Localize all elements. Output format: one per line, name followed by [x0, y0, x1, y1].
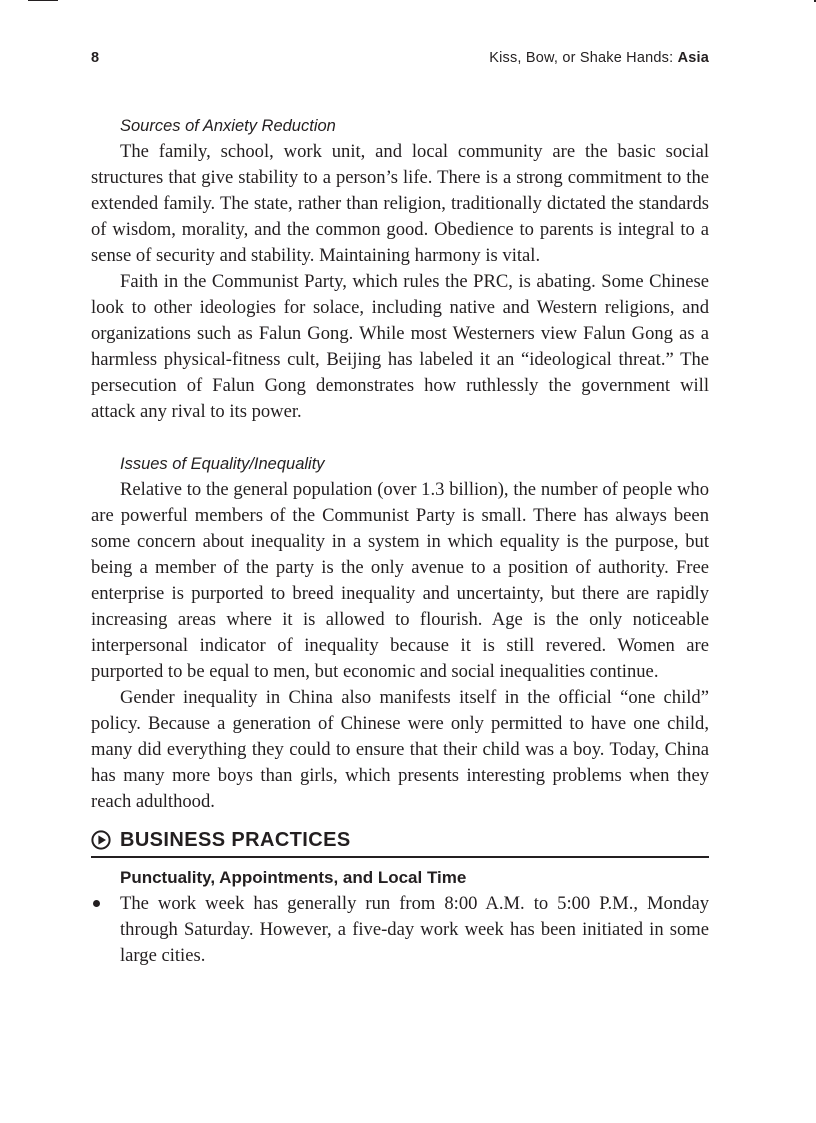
list-item: [91, 891, 709, 969]
book-title: [489, 50, 709, 66]
bullet-text: The work week has generally run from 8:00 A.M. to 5:00 P.M., Monday through Saturday. However, a five-day work week has been initiated in some large cities.: [120, 893, 709, 966]
page-number: 8: [91, 50, 100, 66]
crop-mark: [28, 0, 58, 1]
book-title-text: Kiss, Bow, or Shake Hands:: [489, 50, 678, 66]
bullet-icon: [93, 900, 100, 907]
business-section-header: [91, 827, 709, 863]
anxiety-paragraph-1: The family, school, work unit, and local community are the basic social structures that give stability to a person’s life. There is a strong commitment to the extended family. The state, rather than religion, traditionally dictated the standards of wisdom, morality, and the common good. Obedience to parents is integral to a sense of security and stability. Maintaining harmony is vital.: [91, 141, 709, 266]
running-head: [91, 50, 709, 70]
equality-heading: Issues of Equality/Inequality: [120, 455, 325, 473]
book-title-region: Asia: [677, 50, 709, 66]
equality-paragraph-2: Gender inequality in China also manifests itself in the official “one child” policy. Because a generation of Chinese were only permitted to have one child, many did everything they could to ensure that their child was a boy. Today, China has many more boys than girls, which presents interesting problems when they reach adulthood.: [91, 687, 709, 812]
page-content: [91, 113, 709, 969]
equality-paragraph-1: Relative to the general population (over 1.3 billion), the number of people who are powerful members of the Communist Party is small. There has always been some concern about inequality in a system in which equality is the purpose, but being a member of the party is the only avenue to a position of authority. Free enterprise is purported to breed inequality and uncertainty, but there are rapidly increasing areas where it is allowed to flourish. Age is the only noticeable interpersonal indicator of inequality because it is still revered. Women are purported to be equal to men, but economic and social inequalities continue.: [91, 479, 709, 682]
anxiety-heading: Sources of Anxiety Reduction: [120, 117, 336, 135]
play-circle-icon: [91, 830, 111, 850]
section-spacer: [91, 425, 709, 451]
section-divider: [91, 856, 709, 858]
anxiety-paragraph-2: Faith in the Communist Party, which rules the PRC, is abating. Some Chinese look to other ideologies for solace, including native and Western religions, and organizations such as Falun Gong. While most Westerners view Falun Gong as a harmless physical-fitness cult, Beijing has labeled it an “ideological threat.” The persecution of Falun Gong demonstrates how ruthlessly the government will attack any rival to its power.: [91, 271, 709, 422]
business-heading: BUSINESS PRACTICES: [120, 829, 351, 851]
punctuality-heading: Punctuality, Appointments, and Local Time: [120, 868, 467, 887]
